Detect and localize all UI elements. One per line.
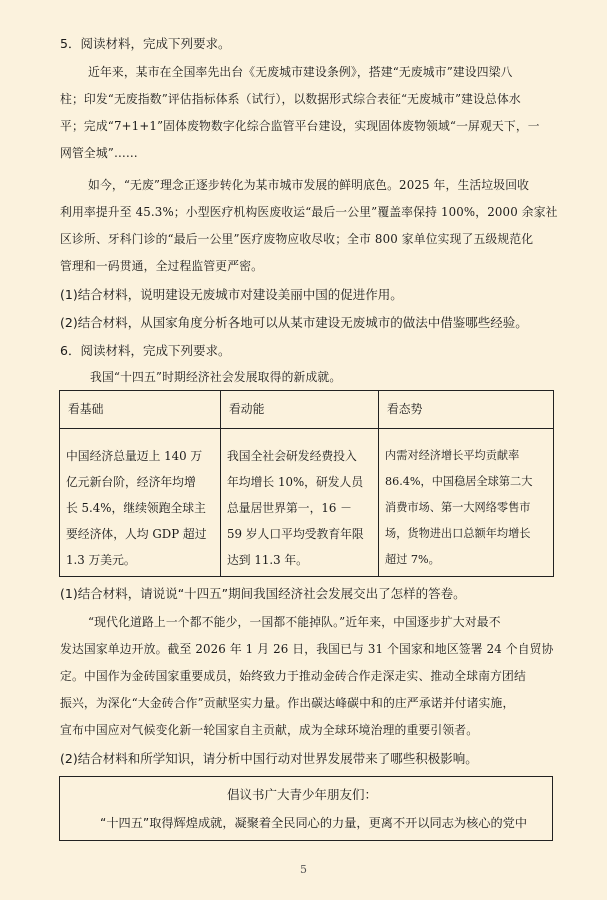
- table-cell-trend: 内需对经济增长平均贡献率 86.4%，中国稳居全球第二大 消费市场、第一大网络零售市 场，货物进出口总额年均增长 超过 7%。: [379, 429, 554, 577]
- q5-para2-line2: 利用率提升至 45.3%；小型医疗机构医废收运“最后一公里”覆盖率保持 100%，2000 余家社: [60, 205, 558, 219]
- table-cell-basis: 中国经济总量迈上 140 万 亿元新台阶，经济年均增 长 5.4%，继续领跑全球主 要经济体，人均 GDP 超过 1.3 万美元。: [60, 429, 221, 577]
- q5-para2-line1: 如今，“无废”理念正逐步转化为某市城市发展的鲜明底色。2025 年，生活垃圾回收: [88, 178, 530, 192]
- q6-para-line5: 宣布中国应对气候变化新一轮国家自主贡献，成为全球环境治理的重要引领者。: [60, 723, 479, 737]
- proposal-box: [59, 776, 553, 841]
- table-row: [60, 429, 554, 577]
- q5-sub-question-2: (2)结合材料，从国家角度分析各地可以从某市建设无废城市的做法中借鉴哪些经验。: [60, 315, 528, 330]
- q6-para-line1: “现代化道路上一个都不能少，一国都不能掉队。”近年来，中国逐步扩大对最不: [88, 615, 501, 629]
- q5-para2-line3: 区诊所、牙科门诊的“最后一公里”医疗废物应收尽收；全市 800 家单位实现了五级规范化: [60, 232, 534, 246]
- q6-para-line3: 定。中国作为金砖国家重要成员，始终致力于推动金砖合作走深走实、推动全球南方团结: [60, 669, 526, 683]
- q5-para1-line4: 网管全城”……: [60, 146, 138, 160]
- q6-intro: 我国“十四五”时期经济社会发展取得的新成就。: [90, 370, 342, 384]
- achievement-table: [59, 390, 554, 577]
- table-header-row: [60, 391, 554, 429]
- q5-para2-line4: 管理和一码贯通，全过程监管更严密。: [60, 259, 264, 273]
- table-header-momentum: 看动能: [221, 391, 379, 429]
- q5-sub-question-1: (1)结合材料，说明建设无废城市对建设美丽中国的促进作用。: [60, 287, 403, 302]
- q5-title: 5．阅读材料，完成下列要求。: [60, 36, 231, 51]
- q6-sub-question-1: (1)结合材料，请说说“十四五”期间我国经济社会发展交出了怎样的答卷。: [60, 586, 466, 601]
- proposal-title: 倡议书广大青少年朋友们：: [227, 787, 378, 802]
- table-header-trend: 看态势: [379, 391, 554, 429]
- q6-para-line2: 发达国家单边开放。截至 2026 年 1 月 26 日，我国已与 31 个国家和地区签署 24 个自贸协: [60, 642, 554, 656]
- q6-sub-question-2: (2)结合材料和所学知识，请分析中国行动对世界发展带来了哪些积极影响。: [60, 751, 478, 766]
- table-header-basis: 看基础: [60, 391, 221, 429]
- q5-para1-line1: 近年来，某市在全国率先出台《无废城市建设条例》，搭建“无废城市”建设四梁八: [88, 65, 513, 79]
- q5-para1-line2: 柱；印发“无废指数”评估指标体系（试行），以数据形式综合表征“无废城市”建设总体水: [60, 92, 521, 106]
- q5-para1-line3: 平；完成“7+1+1”固体废物数字化综合监管平台建设，实现固体废物领域“一屏观天下，一: [60, 119, 540, 133]
- q6-para-line4: 振兴，为深化“大金砖合作”贡献坚实力量。作出碳达峰碳中和的庄严承诺并付诸实施，: [60, 696, 515, 710]
- table-cell-momentum: 我国全社会研发经费投入 年均增长 10%，研发人员 总量居世界第一，16 － 59 岁人口平均受教育年限 达到 11.3 年。: [221, 429, 379, 577]
- q6-title: 6．阅读材料，完成下列要求。: [60, 343, 231, 358]
- page-number: 5: [300, 863, 307, 876]
- proposal-text: “十四五”取得辉煌成就，凝聚着全民同心的力量，更离不开以同志为核心的党中: [100, 816, 528, 830]
